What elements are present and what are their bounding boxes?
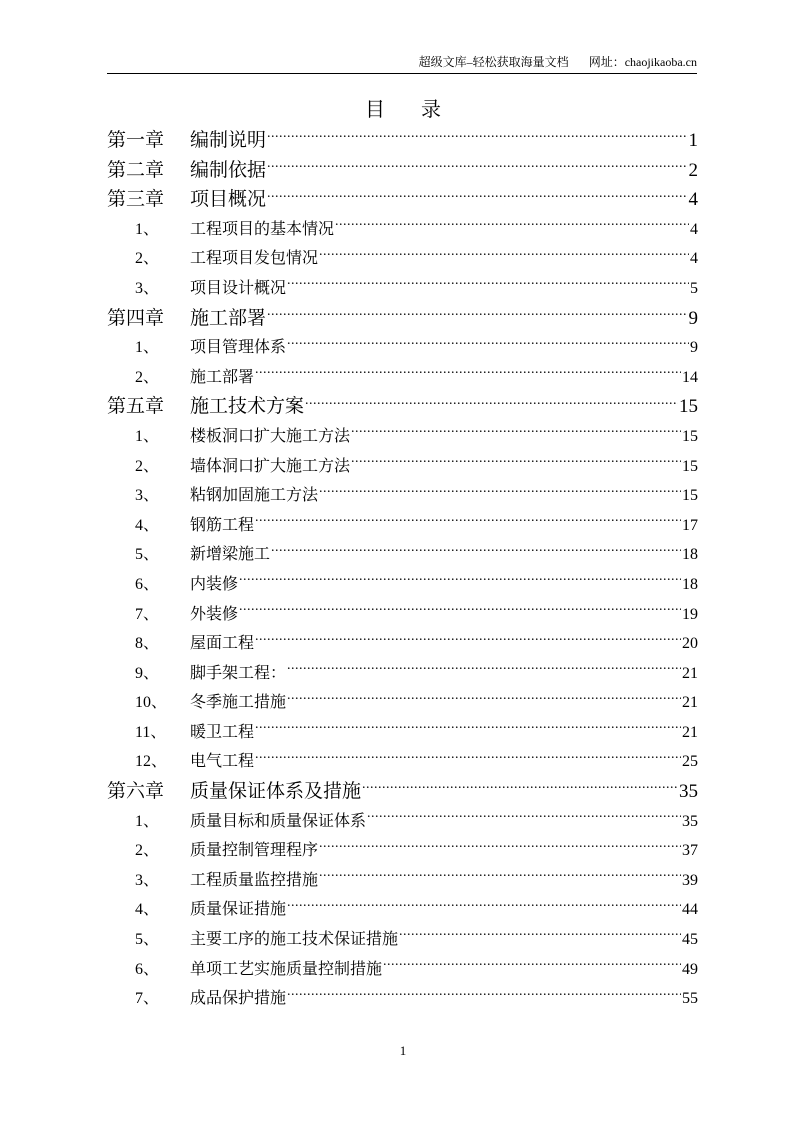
toc-entry-label: 质量目标和质量保证体系: [190, 812, 367, 830]
toc-section-entry[interactable]: [107, 629, 698, 659]
toc-entry-number: 1、: [135, 339, 160, 357]
toc-entry-label: 施工技术方案: [190, 396, 305, 418]
toc-entry-page: 20: [682, 635, 698, 653]
toc-entry-number: 12、: [135, 753, 168, 771]
toc-entry-label: 脚手架工程：: [190, 664, 287, 682]
toc-entry-page: 15: [682, 427, 698, 445]
toc-chapter-entry[interactable]: [107, 185, 698, 215]
toc-entry-label: 粘钢加固施工方法: [190, 487, 319, 505]
header-site-name: 超级文库–轻松获取海量文档: [418, 55, 569, 69]
toc-entry-label: 质量保证措施: [190, 901, 287, 919]
dot-leader: [267, 127, 687, 146]
toc-entry-label: 工程项目发包情况: [190, 250, 319, 268]
toc-chapter-entry[interactable]: [107, 777, 698, 807]
toc-entry-page: 35: [682, 812, 698, 830]
toc-entry-number: 5、: [135, 546, 160, 564]
toc-section-entry[interactable]: [107, 659, 698, 689]
dot-leader: [255, 366, 681, 382]
toc-entry-number: 2、: [135, 250, 160, 268]
toc-entry-number: 第二章: [107, 159, 165, 181]
dot-leader: [319, 484, 681, 500]
page-number: 1: [399, 1043, 407, 1058]
dot-leader: [287, 336, 689, 352]
dot-leader: [255, 750, 681, 766]
toc-section-entry[interactable]: [107, 718, 698, 748]
toc-chapter-entry[interactable]: [107, 156, 698, 186]
toc-section-entry[interactable]: [107, 747, 698, 777]
toc-entry-label: 主要工序的施工技术保证措施: [190, 931, 399, 949]
toc-section-entry[interactable]: [107, 984, 698, 1014]
toc-entry-number: 1、: [135, 220, 160, 238]
toc-entry-page: 15: [682, 457, 698, 475]
toc-section-entry[interactable]: [107, 274, 698, 304]
toc-entry-number: 第四章: [107, 307, 165, 329]
toc-section-entry[interactable]: [107, 540, 698, 570]
toc-entry-label: 钢筋工程: [190, 516, 255, 534]
toc-chapter-entry[interactable]: [107, 304, 698, 334]
toc-section-entry[interactable]: [107, 895, 698, 925]
dot-leader: [287, 691, 681, 707]
toc-entry-label: 电气工程: [190, 753, 255, 771]
toc-entry-page: 9: [688, 307, 698, 329]
toc-entry-number: 2、: [135, 368, 160, 386]
toc-entry-number: 3、: [135, 279, 160, 297]
toc-entry-page: 18: [682, 575, 698, 593]
dot-leader: [319, 247, 689, 263]
toc-entry-label: 冬季施工措施: [190, 694, 287, 712]
dot-leader: [367, 810, 681, 826]
dot-leader: [255, 721, 681, 737]
page-header: [107, 54, 697, 74]
toc-section-entry[interactable]: [107, 925, 698, 955]
toc-section-entry[interactable]: [107, 363, 698, 393]
toc-title-char: 录: [421, 99, 441, 121]
toc-entry-number: 第五章: [107, 396, 165, 418]
toc-entry-page: 45: [682, 931, 698, 949]
toc-entry-number: 6、: [135, 575, 160, 593]
header-url: 网址：chaojikaoba.cn: [588, 55, 697, 69]
dot-leader: [287, 898, 681, 914]
dot-leader: [287, 662, 681, 678]
toc-entry-page: 2: [688, 159, 698, 181]
table-of-contents: [107, 126, 698, 1014]
toc-entry-page: 35: [679, 781, 698, 803]
toc-section-entry[interactable]: [107, 600, 698, 630]
dot-leader: [319, 839, 681, 855]
toc-entry-label: 项目概况: [190, 189, 267, 211]
toc-entry-label: 编制依据: [190, 159, 267, 181]
toc-entry-page: 1: [688, 130, 698, 151]
toc-entry-page: 44: [682, 901, 698, 919]
dot-leader: [239, 573, 681, 589]
toc-entry-number: 6、: [135, 960, 160, 978]
toc-entry-number: 5、: [135, 931, 160, 949]
toc-entry-label: 工程质量监控措施: [190, 871, 319, 889]
toc-entry-label: 外装修: [190, 605, 239, 623]
toc-entry-page: 4: [690, 220, 698, 238]
toc-entry-page: 39: [682, 871, 698, 889]
toc-entry-label: 单项工艺实施质量控制措施: [190, 960, 383, 978]
toc-entry-label: 施工部署: [190, 307, 267, 329]
toc-section-entry[interactable]: [107, 836, 698, 866]
toc-chapter-entry[interactable]: [107, 392, 698, 422]
toc-entry-page: 4: [688, 189, 698, 211]
toc-entry-page: 17: [682, 516, 698, 534]
toc-entry-label: 项目设计概况: [190, 279, 287, 297]
toc-entry-page: 14: [682, 368, 698, 386]
dot-leader: [351, 425, 681, 441]
toc-section-entry[interactable]: [107, 511, 698, 541]
toc-entry-number: 第三章: [107, 189, 165, 211]
toc-entry-page: 25: [682, 753, 698, 771]
toc-section-entry[interactable]: [107, 422, 698, 452]
toc-entry-page: 15: [679, 396, 698, 418]
toc-entry-number: 8、: [135, 635, 160, 653]
toc-section-entry[interactable]: [107, 570, 698, 600]
toc-entry-label: 质量保证体系及措施: [190, 781, 362, 803]
toc-section-entry[interactable]: [107, 866, 698, 896]
toc-entry-number: 11、: [135, 723, 167, 741]
toc-section-entry[interactable]: [107, 452, 698, 482]
toc-section-entry[interactable]: [107, 244, 698, 274]
dot-leader: [287, 277, 689, 293]
toc-section-entry[interactable]: [107, 481, 698, 511]
toc-entry-page: 49: [682, 960, 698, 978]
dot-leader: [362, 778, 678, 797]
dot-leader: [287, 987, 681, 1003]
dot-leader: [267, 186, 687, 205]
toc-entry-page: 5: [690, 279, 698, 297]
toc-section-entry[interactable]: [107, 215, 698, 245]
toc-section-entry[interactable]: [107, 333, 698, 363]
toc-entry-label: 新增梁施工: [190, 546, 271, 564]
toc-title-char: 目: [365, 99, 385, 121]
toc-entry-label: 屋面工程: [190, 635, 255, 653]
toc-entry-label: 质量控制管理程序: [190, 842, 319, 860]
toc-entry-label: 工程项目的基本情况: [190, 220, 335, 238]
toc-entry-number: 4、: [135, 901, 160, 919]
toc-entry-number: 9、: [135, 664, 160, 682]
toc-entry-number: 2、: [135, 457, 160, 475]
toc-entry-number: 1、: [135, 427, 160, 445]
toc-entry-label: 楼板洞口扩大施工方法: [190, 427, 351, 445]
toc-entry-number: 4、: [135, 516, 160, 534]
dot-leader: [255, 632, 681, 648]
dot-leader: [319, 869, 681, 885]
toc-entry-label: 编制说明: [190, 130, 267, 151]
toc-chapter-entry[interactable]: [107, 126, 698, 156]
dot-leader: [399, 928, 681, 944]
toc-entry-page: 19: [682, 605, 698, 623]
toc-entry-page: 4: [690, 250, 698, 268]
toc-entry-number: 第六章: [107, 781, 165, 803]
toc-entry-page: 37: [682, 842, 698, 860]
dot-leader: [255, 514, 681, 530]
toc-title: [0, 96, 793, 124]
toc-entry-label: 施工部署: [190, 368, 255, 386]
toc-entry-number: 3、: [135, 871, 160, 889]
toc-entry-page: 9: [690, 339, 698, 357]
toc-entry-label: 成品保护措施: [190, 990, 287, 1008]
toc-section-entry[interactable]: [107, 688, 698, 718]
dot-leader: [271, 543, 681, 559]
dot-leader: [239, 603, 681, 619]
toc-entry-number: 7、: [135, 605, 160, 623]
toc-section-entry[interactable]: [107, 807, 698, 837]
dot-leader: [351, 455, 681, 471]
dot-leader: [267, 305, 687, 324]
dot-leader: [267, 157, 687, 176]
toc-entry-number: 第一章: [107, 130, 165, 151]
toc-entry-label: 内装修: [190, 575, 239, 593]
toc-entry-page: 15: [682, 487, 698, 505]
toc-section-entry[interactable]: [107, 955, 698, 985]
toc-entry-label: 项目管理体系: [190, 339, 287, 357]
toc-entry-page: 21: [682, 664, 698, 682]
toc-entry-number: 3、: [135, 487, 160, 505]
toc-entry-page: 55: [682, 990, 698, 1008]
dot-leader: [305, 393, 678, 412]
dot-leader: [383, 958, 681, 974]
toc-entry-label: 墙体洞口扩大施工方法: [190, 457, 351, 475]
toc-entry-page: 21: [682, 694, 698, 712]
toc-entry-number: 1、: [135, 812, 160, 830]
toc-entry-number: 10、: [135, 694, 168, 712]
dot-leader: [335, 218, 689, 234]
toc-entry-page: 21: [682, 723, 698, 741]
toc-entry-number: 2、: [135, 842, 160, 860]
toc-entry-number: 7、: [135, 990, 160, 1008]
toc-entry-page: 18: [682, 546, 698, 564]
toc-entry-label: 暖卫工程: [190, 723, 255, 741]
